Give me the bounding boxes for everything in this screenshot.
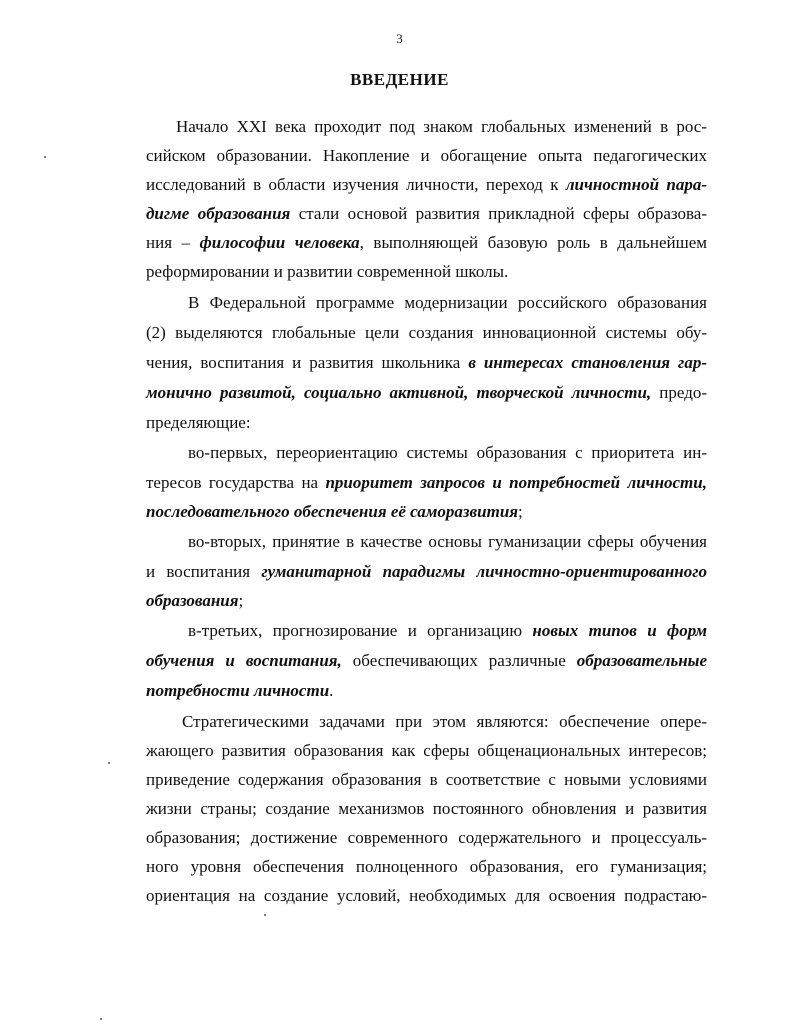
text-run: во-вторых, принятие в качестве основы гуманизации сферы обучения: [188, 532, 707, 551]
text-run: Начало XXI века проходит под знаком глобальных изменений в рос-: [176, 117, 707, 136]
text-line: [146, 141, 707, 170]
text-run: жизни страны; создание механизмов постоянного обновления и развития: [146, 799, 707, 818]
text-run: приведение содержания образования в соответствие с новыми условиями: [146, 770, 707, 789]
text-line: [146, 765, 707, 794]
page-number: 3: [396, 31, 403, 46]
scan-speck: [100, 1018, 102, 1020]
text-line: [146, 468, 707, 497]
text-run: чения, воспитания и развития школьника: [146, 353, 469, 372]
text-line: [146, 557, 707, 586]
scan-speck: [264, 914, 266, 916]
text-line: [146, 794, 707, 823]
text-line: [188, 438, 707, 467]
emphasis-run: личностной пара-: [565, 175, 707, 194]
text-run: во-первых, переориентацию системы образования с приоритета ин-: [188, 443, 707, 462]
emphasis-run: последовательного обеспечения её саморазвития: [146, 502, 519, 521]
emphasis-run: новых типов и форм: [532, 621, 708, 640]
text-run: тересов государства на: [146, 473, 326, 492]
text-line: [146, 646, 707, 675]
text-line: [176, 112, 707, 141]
text-run: предо-: [651, 383, 708, 402]
text-run: В Федеральной программе модернизации российского образования: [188, 293, 707, 312]
text-run: ния –: [146, 233, 200, 252]
text-run: и воспитания: [146, 562, 262, 581]
text-run: ;: [518, 502, 523, 521]
text-run: ориентация на создание условий, необходимых для освоения подрастаю-: [146, 886, 707, 905]
emphasis-run: философии человека: [199, 233, 360, 252]
text-line: [146, 881, 707, 910]
emphasis-run: монично развитой, социально активной, творческой личности,: [146, 383, 652, 402]
text-run: в-третьих, прогнозирование и организацию: [188, 621, 533, 640]
emphasis-run: обучения и воспитания,: [146, 651, 342, 670]
emphasis-run: в интересах становления гар-: [468, 353, 707, 372]
page-title: ВВЕДЕНИЕ: [350, 70, 449, 89]
text-line: [146, 318, 707, 347]
text-run: ного уровня обеспечения полноценного образования, его гуманизация;: [146, 857, 707, 876]
text-run: Стратегическими задачами при этом являются: обеспечение опере-: [182, 712, 707, 731]
scan-speck: [44, 156, 46, 158]
text-line: [146, 823, 707, 852]
emphasis-run: образовательные: [576, 651, 708, 670]
text-line: [146, 257, 707, 286]
text-run: стали основой развития прикладной сферы образова-: [290, 204, 707, 223]
text-run: реформировании и развитии современной школы.: [146, 262, 509, 281]
text-line: [146, 199, 707, 228]
text-run: , выполняющей базовую роль в дальнейшем: [359, 233, 707, 252]
text-run: (2) выделяются глобальные цели создания инновационной системы обу-: [146, 323, 707, 342]
emphasis-run: приоритет запросов и потребностей личности,: [325, 473, 707, 492]
text-run: пределяющие:: [146, 413, 251, 432]
text-run: исследований в области изучения личности, переход к: [146, 175, 566, 194]
emphasis-run: потребности личности: [146, 681, 330, 700]
text-line: [146, 736, 707, 765]
text-line: [146, 676, 707, 705]
text-line: [146, 228, 707, 257]
text-line: [146, 497, 707, 526]
text-line: [146, 348, 707, 377]
text-line: [182, 707, 707, 736]
text-line: [146, 408, 707, 437]
text-line: [146, 170, 707, 199]
text-line: [188, 527, 707, 556]
text-line: [188, 288, 707, 317]
emphasis-run: образования: [146, 591, 239, 610]
text-run: сийском образовании. Накопление и обогащение опыта педагогических: [146, 146, 707, 165]
text-line: [146, 586, 707, 615]
emphasis-run: гуманитарной парадигмы личностно-ориентированного: [261, 562, 708, 581]
text-run: обеспечивающих различные: [341, 651, 577, 670]
text-run: .: [329, 681, 334, 700]
text-run: ;: [238, 591, 244, 610]
text-line: [146, 852, 707, 881]
emphasis-run: дигме образования: [146, 204, 291, 223]
text-line: [188, 616, 707, 645]
text-run: образования; достижение современного содержательного и процессуаль-: [146, 828, 707, 847]
scan-speck: [108, 762, 110, 764]
text-line: [146, 378, 707, 407]
text-run: жающего развития образования как сферы общенациональных интересов;: [146, 741, 707, 760]
